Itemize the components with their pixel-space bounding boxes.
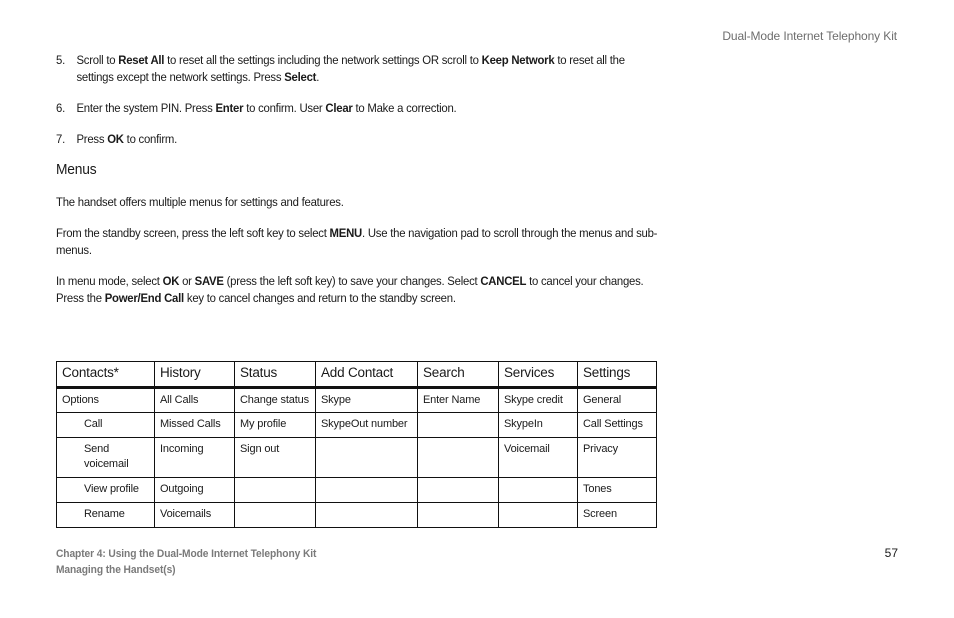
table-cell: Skype credit [499,388,578,413]
table-cell [418,438,499,478]
text-run: From the standby screen, press the left soft key to select [56,226,330,240]
bold-term: Keep Network [481,53,555,67]
table-cell: Sign out [235,438,316,478]
text-run: key to cancel changes and return to the standby screen. [183,291,456,305]
column-header: Status [235,362,316,388]
table-cell [499,503,578,528]
text-run: Enter the system PIN. Press [76,101,216,115]
table-cell: Outgoing [155,478,235,503]
bold-term: CANCEL [480,274,527,288]
text-run: In menu mode, select [56,274,163,288]
table-cell: SkypeOut number [316,413,418,438]
table-cell: Tones [578,478,657,503]
text-run: to confirm. [123,132,178,146]
bold-term: Clear [325,101,353,115]
step-number: 5. [56,53,65,67]
table-cell: View profile [57,478,155,503]
step-number: 7. [56,132,65,146]
step-text [76,131,660,148]
text-run: to confirm. User [243,101,326,115]
table-cell [235,478,316,503]
paragraph [56,273,661,307]
text-run: to cancel your changes. Press the [56,274,644,305]
step-number: 6. [56,101,65,115]
text-run: . Use the navigation pad to scroll through the menus and sub-menus. [56,226,658,257]
table-cell: Privacy [578,438,657,478]
table-cell: Voicemails [155,503,235,528]
table-cell: Skype [316,388,418,413]
table-cell: Options [57,388,155,413]
text-run: to reset all the settings except the network settings. Press [76,53,625,84]
table-cell: Call Settings [578,413,657,438]
bold-term: Select [284,70,317,84]
table-cell: Screen [578,503,657,528]
bold-term: OK [107,132,124,146]
table-cell [316,438,418,478]
table-cell: Voicemail [499,438,578,478]
table-cell [418,478,499,503]
step-text [76,100,660,117]
text-run: (press the left soft key) to save your changes. Select [223,274,481,288]
table-cell: Missed Calls [155,413,235,438]
table-row [57,413,657,438]
table-cell: SkypeIn [499,413,578,438]
text-run: or [179,274,195,288]
paragraph [56,194,661,211]
document-body [56,52,660,321]
table-cell: My profile [235,413,316,438]
footer [56,546,316,578]
step-item [56,100,661,117]
table-cell [316,478,418,503]
column-header: Settings [578,362,657,388]
table-row [57,438,657,478]
table-cell: General [578,388,657,413]
table-cell: Incoming [155,438,235,478]
text-run: to Make a correction. [352,101,457,115]
table-cell: Send voicemail [57,438,155,478]
column-header: History [155,362,235,388]
page-number: 57 [884,546,898,560]
footer-chapter: Chapter 4: Using the Dual-Mode Internet Telephony Kit [56,548,317,560]
step-item [56,131,661,148]
text-run: Press [76,132,108,146]
table-cell [499,478,578,503]
column-header: Add Contact [316,362,418,388]
table-body [57,388,657,528]
section-heading-menus: Menus [56,162,97,178]
table-cell: All Calls [155,388,235,413]
column-header: Contacts* [57,362,155,388]
column-header: Search [418,362,499,388]
text-run: to reset all the settings including the network settings OR scroll to [164,53,482,67]
bold-term: Reset All [118,53,165,67]
bold-term: Power/End Call [104,291,184,305]
bold-term: Enter [215,101,244,115]
table-cell: Call [57,413,155,438]
running-header: Dual-Mode Internet Telephony Kit [722,29,897,43]
table-row [57,388,657,413]
table-cell: Change status [235,388,316,413]
bold-term: OK [162,274,180,288]
bold-term: MENU [329,226,362,240]
table-cell: Rename [57,503,155,528]
paragraph [56,225,661,259]
table-row [57,503,657,528]
text-run: Scroll to [76,53,119,67]
table-cell [235,503,316,528]
text-run: The handset offers multiple menus for settings and features. [56,195,344,209]
table-row [57,478,657,503]
table-header-row [57,362,657,388]
bold-term: SAVE [194,274,224,288]
steps-list [56,52,661,148]
table-cell [418,413,499,438]
table-cell [316,503,418,528]
step-text [76,52,660,86]
menu-structure-table [56,361,657,528]
table-cell: Enter Name [418,388,499,413]
column-header: Services [499,362,578,388]
footer-section: Managing the Handset(s) [56,564,176,576]
menus-paragraphs [56,194,661,307]
step-item [56,52,661,86]
table-cell [418,503,499,528]
text-run: . [316,70,320,84]
